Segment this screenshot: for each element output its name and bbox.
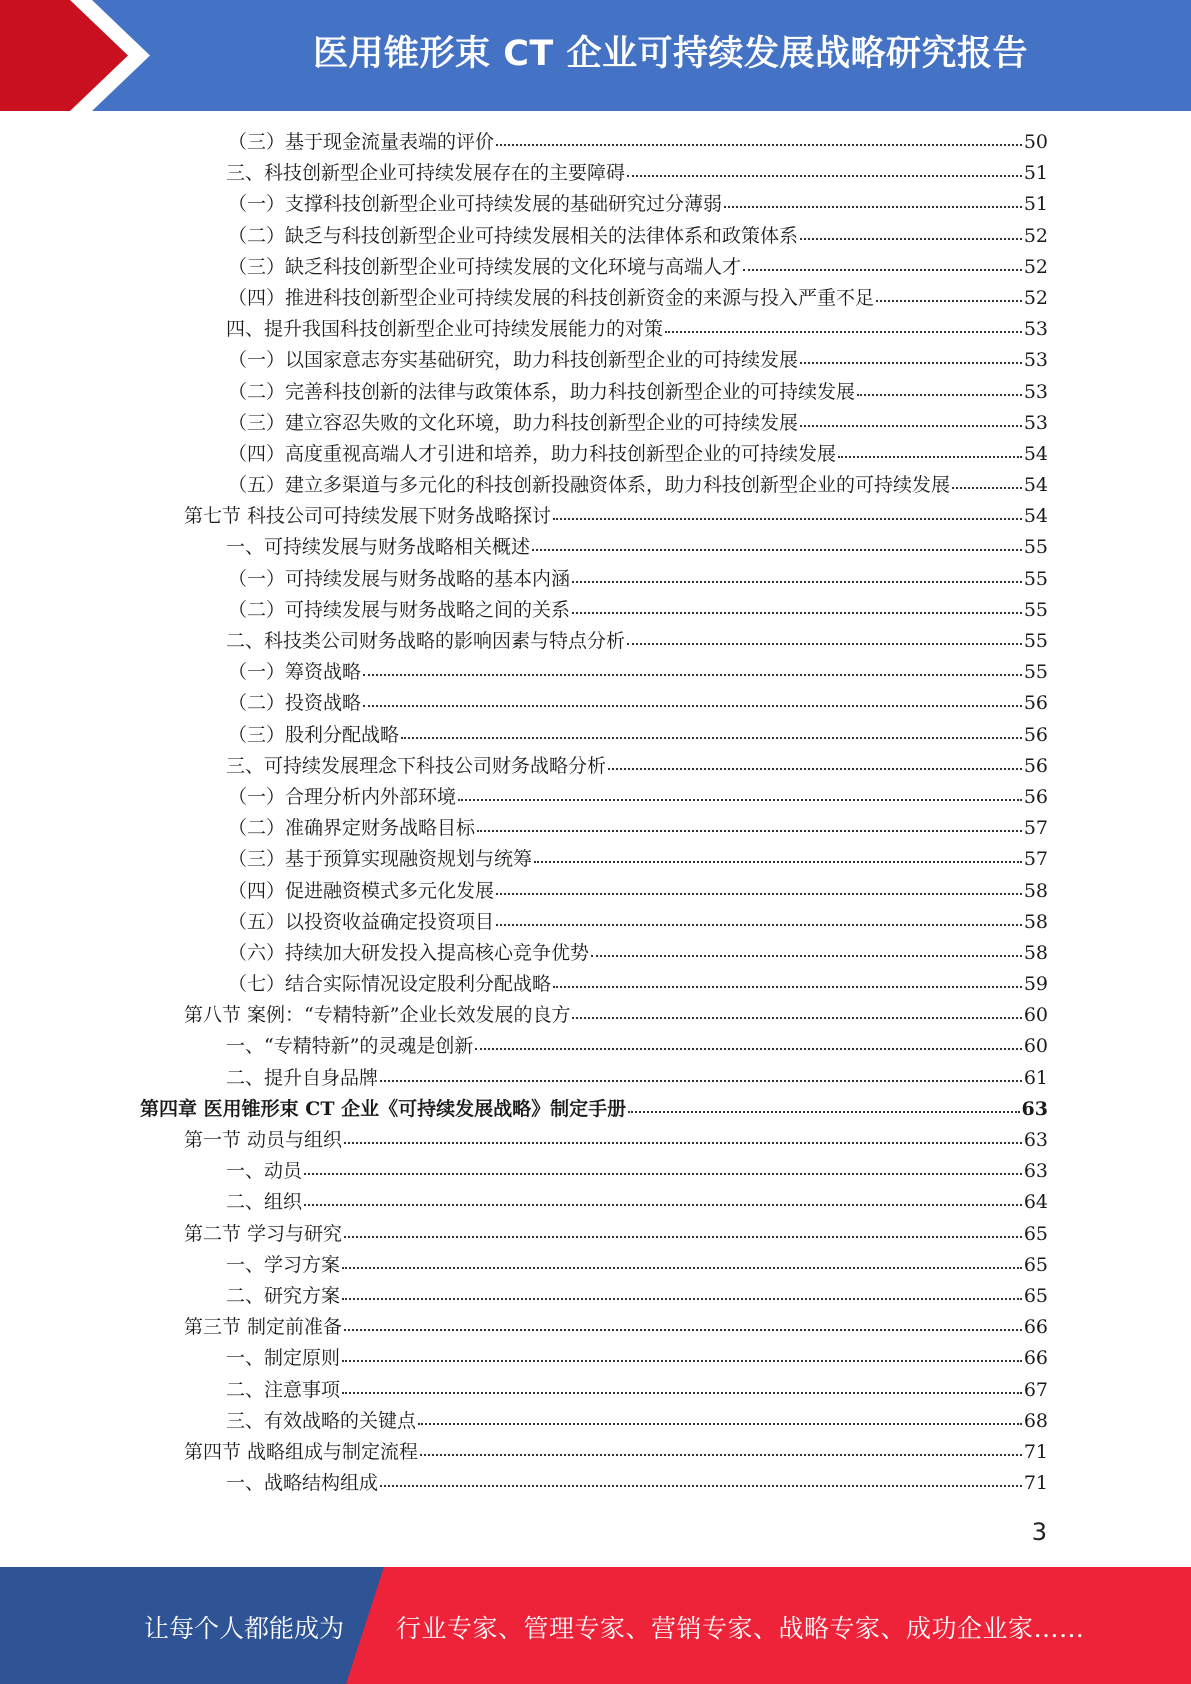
toc-entry-page: 57 <box>1023 848 1048 871</box>
toc-dot-leader <box>800 222 1022 242</box>
toc-entry-title: 第四节 战略组成与制定流程 <box>184 1440 419 1463</box>
toc-dot-leader <box>380 1064 1022 1084</box>
toc-dot-leader <box>628 1095 1019 1115</box>
toc-entry[interactable] <box>140 564 1048 595</box>
toc-dot-leader <box>534 845 1022 865</box>
toc-entry[interactable] <box>140 844 1048 875</box>
toc-entry-title: 第三节 制定前准备 <box>184 1316 343 1339</box>
toc-entry-title: （三）基于现金流量表端的评价 <box>228 131 495 153</box>
toc-entry[interactable] <box>140 938 1048 969</box>
toc-dot-leader <box>380 1469 1022 1489</box>
toc-entry-page: 52 <box>1023 255 1048 278</box>
toc-entry-title: （五）以投资收益确定投资项目 <box>228 910 495 933</box>
toc-dot-leader <box>418 1407 1022 1427</box>
toc-entry-page: 60 <box>1023 1035 1048 1058</box>
toc-entry[interactable] <box>140 1031 1048 1062</box>
toc-entry-title: 二、科技类公司财务战略的影响因素与特点分析 <box>226 630 626 652</box>
toc-entry[interactable] <box>140 189 1048 220</box>
toc-dot-leader <box>627 159 1022 179</box>
toc-dot-leader <box>608 752 1022 772</box>
toc-dot-leader <box>342 1251 1022 1271</box>
toc-entry-title: （七）结合实际情况设定股利分配战略 <box>228 973 552 996</box>
toc-entry-page: 64 <box>1023 1191 1048 1214</box>
toc-entry-title: （六）持续加大研发投入提高核心竞争优势 <box>228 941 590 964</box>
toc-dot-leader <box>627 627 1022 647</box>
toc-dot-leader <box>876 284 1022 304</box>
toc-entry[interactable] <box>140 314 1048 345</box>
toc-entry-title: 二、注意事项 <box>226 1378 341 1401</box>
toc-entry[interactable] <box>140 907 1048 938</box>
toc-dot-leader <box>952 471 1022 491</box>
toc-entry-title: 二、提升自身品牌 <box>226 1066 379 1089</box>
toc-entry-page: 71 <box>1023 1440 1048 1463</box>
toc-entry-page: 63 <box>1021 1097 1048 1120</box>
toc-entry-page: 58 <box>1023 879 1048 902</box>
toc-entry-page: 53 <box>1023 411 1048 434</box>
toc-entry[interactable] <box>140 127 1048 158</box>
toc-entry[interactable] <box>140 688 1048 719</box>
toc-entry[interactable] <box>140 969 1048 1000</box>
toc-entry[interactable] <box>140 813 1048 844</box>
toc-entry-page: 66 <box>1023 1347 1048 1370</box>
toc-entry-page: 55 <box>1023 598 1048 621</box>
toc-entry[interactable] <box>140 1187 1048 1218</box>
toc-dot-leader <box>665 315 1022 335</box>
toc-dot-leader <box>401 721 1022 741</box>
toc-entry-page: 66 <box>1023 1316 1048 1339</box>
toc-dot-leader <box>572 565 1022 585</box>
toc-entry[interactable] <box>140 283 1048 314</box>
toc-dot-leader <box>743 253 1022 273</box>
table-of-contents <box>140 127 1048 1499</box>
toc-dot-leader <box>553 502 1022 522</box>
toc-entry[interactable] <box>140 626 1048 657</box>
toc-entry-page: 60 <box>1023 1004 1048 1027</box>
toc-dot-leader <box>591 939 1022 959</box>
toc-entry-title: （二）可持续发展与财务战略之间的关系 <box>228 598 571 621</box>
toc-entry-page: 67 <box>1023 1378 1048 1401</box>
toc-entry[interactable] <box>140 1250 1048 1281</box>
toc-entry[interactable] <box>140 1312 1048 1343</box>
toc-entry[interactable] <box>140 1156 1048 1187</box>
toc-entry-page: 53 <box>1023 380 1048 403</box>
page-footer <box>0 1567 1191 1684</box>
toc-dot-leader <box>363 658 1022 678</box>
toc-entry-page: 54 <box>1023 474 1048 497</box>
toc-entry-title: 四、提升我国科技创新型企业可持续发展能力的对策 <box>226 318 664 341</box>
toc-dot-leader <box>304 1188 1022 1208</box>
toc-entry-title: 一、动员 <box>226 1160 303 1183</box>
toc-entry-page: 59 <box>1023 973 1048 996</box>
toc-entry[interactable] <box>140 501 1048 532</box>
toc-entry-page: 71 <box>1023 1472 1048 1495</box>
toc-entry-page: 56 <box>1023 692 1048 715</box>
toc-dot-leader <box>838 440 1022 460</box>
toc-dot-leader <box>572 596 1022 616</box>
toc-dot-leader <box>532 533 1022 553</box>
toc-entry-page: 58 <box>1023 941 1048 964</box>
toc-entry-page: 56 <box>1023 785 1048 808</box>
toc-dot-leader <box>304 1157 1022 1177</box>
toc-entry-page: 61 <box>1023 1066 1048 1089</box>
toc-entry-title: （二）准确界定财务战略目标 <box>228 817 476 840</box>
toc-dot-leader <box>344 1220 1022 1240</box>
toc-entry-title: （四）促进融资模式多元化发展 <box>228 879 495 902</box>
toc-entry-title: 一、战略结构组成 <box>226 1472 379 1495</box>
toc-dot-leader <box>857 378 1022 398</box>
toc-dot-leader <box>342 1376 1022 1396</box>
toc-entry-page: 50 <box>1023 131 1048 153</box>
toc-entry-title: 一、“专精特新”的灵魂是创新 <box>226 1035 474 1058</box>
toc-entry[interactable] <box>140 720 1048 751</box>
toc-entry-page: 53 <box>1023 318 1048 341</box>
toc-entry-page: 58 <box>1023 910 1048 933</box>
page-number: 3 <box>1031 1518 1047 1546</box>
toc-entry-page: 63 <box>1023 1160 1048 1183</box>
toc-dot-leader <box>458 783 1022 803</box>
toc-entry[interactable] <box>140 158 1048 189</box>
toc-entry-page: 52 <box>1023 286 1048 309</box>
toc-entry-page: 52 <box>1023 224 1048 247</box>
toc-entry-title: 三、科技创新型企业可持续发展存在的主要障碍 <box>226 162 626 185</box>
toc-dot-leader <box>477 814 1022 834</box>
toc-entry-title: （五）建立多渠道与多元化的科技创新投融资体系，助力科技创新型企业的可持续发展 <box>228 474 951 497</box>
toc-entry-page: 51 <box>1023 162 1048 185</box>
toc-dot-leader <box>344 1126 1022 1146</box>
toc-entry[interactable] <box>140 657 1048 688</box>
toc-entry-title: （三）建立容忍失败的文化环境，助力科技创新型企业的可持续发展 <box>228 411 799 434</box>
footer-slogan-roles: 行业专家、管理专家、营销专家、战略专家、成功企业家…… <box>396 1614 1085 1643</box>
toc-entry[interactable] <box>140 377 1048 408</box>
toc-entry[interactable] <box>140 1063 1048 1094</box>
toc-entry[interactable] <box>140 1375 1048 1406</box>
toc-entry[interactable] <box>140 532 1048 563</box>
toc-entry-title: （四）高度重视高端人才引进和培养，助力科技创新型企业的可持续发展 <box>228 442 837 465</box>
toc-entry-title: 一、可持续发展与财务战略相关概述 <box>226 536 531 559</box>
toc-entry-title: 第四章 医用锥形束 CT 企业《可持续发展战略》制定手册 <box>140 1097 627 1120</box>
toc-entry-title: 第二节 学习与研究 <box>184 1222 343 1245</box>
toc-entry-title: （三）股利分配战略 <box>228 723 400 746</box>
toc-entry[interactable] <box>140 1343 1048 1374</box>
chevron-arrow-icon <box>0 0 160 111</box>
toc-entry[interactable] <box>140 1406 1048 1437</box>
toc-entry[interactable] <box>140 595 1048 626</box>
toc-entry-page: 65 <box>1023 1284 1048 1307</box>
toc-dot-leader <box>496 877 1022 897</box>
toc-entry[interactable] <box>140 1219 1048 1250</box>
toc-dot-leader <box>344 1313 1022 1333</box>
toc-entry-title: （一）以国家意志夯实基础研究，助力科技创新型企业的可持续发展 <box>228 349 799 372</box>
toc-entry-title: （二）完善科技创新的法律与政策体系，助力科技创新型企业的可持续发展 <box>228 380 856 403</box>
toc-entry[interactable] <box>140 221 1048 252</box>
toc-entry-page: 54 <box>1023 505 1048 528</box>
toc-entry-page: 65 <box>1023 1222 1048 1245</box>
toc-entry-title: 一、学习方案 <box>226 1253 341 1276</box>
toc-entry-title: （二）缺乏与科技创新型企业可持续发展相关的法律体系和政策体系 <box>228 224 799 247</box>
toc-entry-page: 65 <box>1023 1253 1048 1276</box>
toc-entry[interactable] <box>140 1281 1048 1312</box>
page-title: 医用锥形束 CT 企业可持续发展战略研究报告 <box>313 34 1028 74</box>
toc-dot-leader <box>800 409 1022 429</box>
toc-entry[interactable] <box>140 751 1048 782</box>
toc-entry-title: 第八节 案例：“专精特新”企业长效发展的良方 <box>184 1004 571 1027</box>
toc-dot-leader <box>363 689 1022 709</box>
toc-dot-leader <box>572 1001 1021 1021</box>
toc-dot-leader <box>553 970 1022 990</box>
toc-entry[interactable] <box>140 782 1048 813</box>
page-header <box>0 0 1191 111</box>
toc-entry-page: 56 <box>1023 754 1048 777</box>
toc-dot-leader <box>800 346 1022 366</box>
toc-entry-page: 63 <box>1023 1129 1048 1151</box>
toc-entry-title: （一）支撑科技创新型企业可持续发展的基础研究过分薄弱 <box>228 193 723 216</box>
toc-entry[interactable] <box>140 345 1048 376</box>
toc-entry-title: 第一节 动员与组织 <box>184 1129 343 1151</box>
toc-entry[interactable] <box>140 1125 1048 1156</box>
toc-dot-leader <box>475 1032 1021 1052</box>
toc-entry[interactable] <box>140 252 1048 283</box>
toc-entry-title: （一）可持续发展与财务战略的基本内涵 <box>228 567 571 590</box>
toc-entry-page: 55 <box>1023 661 1048 684</box>
toc-entry-page: 55 <box>1023 567 1048 590</box>
toc-entry-page: 57 <box>1023 817 1048 840</box>
toc-entry[interactable] <box>140 470 1048 501</box>
toc-entry[interactable] <box>140 1094 1048 1125</box>
toc-entry-page: 55 <box>1023 536 1048 559</box>
toc-dot-leader <box>420 1438 1022 1458</box>
toc-entry-title: （四）推进科技创新型企业可持续发展的科技创新资金的来源与投入严重不足 <box>228 286 875 309</box>
toc-entry[interactable] <box>140 1000 1048 1031</box>
toc-entry-title: 二、组织 <box>226 1191 303 1214</box>
toc-entry-title: 三、可持续发展理念下科技公司财务战略分析 <box>226 754 607 777</box>
toc-entry-page: 51 <box>1023 193 1048 216</box>
toc-dot-leader <box>496 128 1022 148</box>
toc-dot-leader <box>342 1282 1022 1302</box>
toc-entry[interactable] <box>140 439 1048 470</box>
toc-entry-title: （三）缺乏科技创新型企业可持续发展的文化环境与高端人才 <box>228 255 742 278</box>
toc-entry-title: 二、研究方案 <box>226 1284 341 1307</box>
toc-dot-leader <box>342 1344 1022 1364</box>
footer-slogan-lead: 让每个人都能成为 <box>144 1614 345 1643</box>
toc-entry-page: 68 <box>1023 1409 1048 1432</box>
toc-entry[interactable] <box>140 1437 1048 1468</box>
toc-entry[interactable] <box>140 408 1048 439</box>
toc-entry-title: （二）投资战略 <box>228 692 362 715</box>
toc-entry[interactable] <box>140 1468 1048 1499</box>
toc-entry[interactable] <box>140 876 1048 907</box>
toc-entry-title: （一）筹资战略 <box>228 661 362 684</box>
toc-entry-page: 53 <box>1023 349 1048 372</box>
toc-entry-page: 54 <box>1023 442 1048 465</box>
toc-dot-leader <box>496 908 1022 928</box>
toc-dot-leader <box>724 190 1022 210</box>
toc-entry-title: （三）基于预算实现融资规划与统筹 <box>228 848 533 871</box>
toc-entry-title: 一、制定原则 <box>226 1347 341 1370</box>
toc-entry-title: 第七节 科技公司可持续发展下财务战略探讨 <box>184 505 552 528</box>
toc-entry-page: 55 <box>1023 630 1048 652</box>
toc-entry-page: 56 <box>1023 723 1048 746</box>
toc-entry-title: 三、有效战略的关键点 <box>226 1409 417 1432</box>
toc-entry-title: （一）合理分析内外部环境 <box>228 785 457 808</box>
